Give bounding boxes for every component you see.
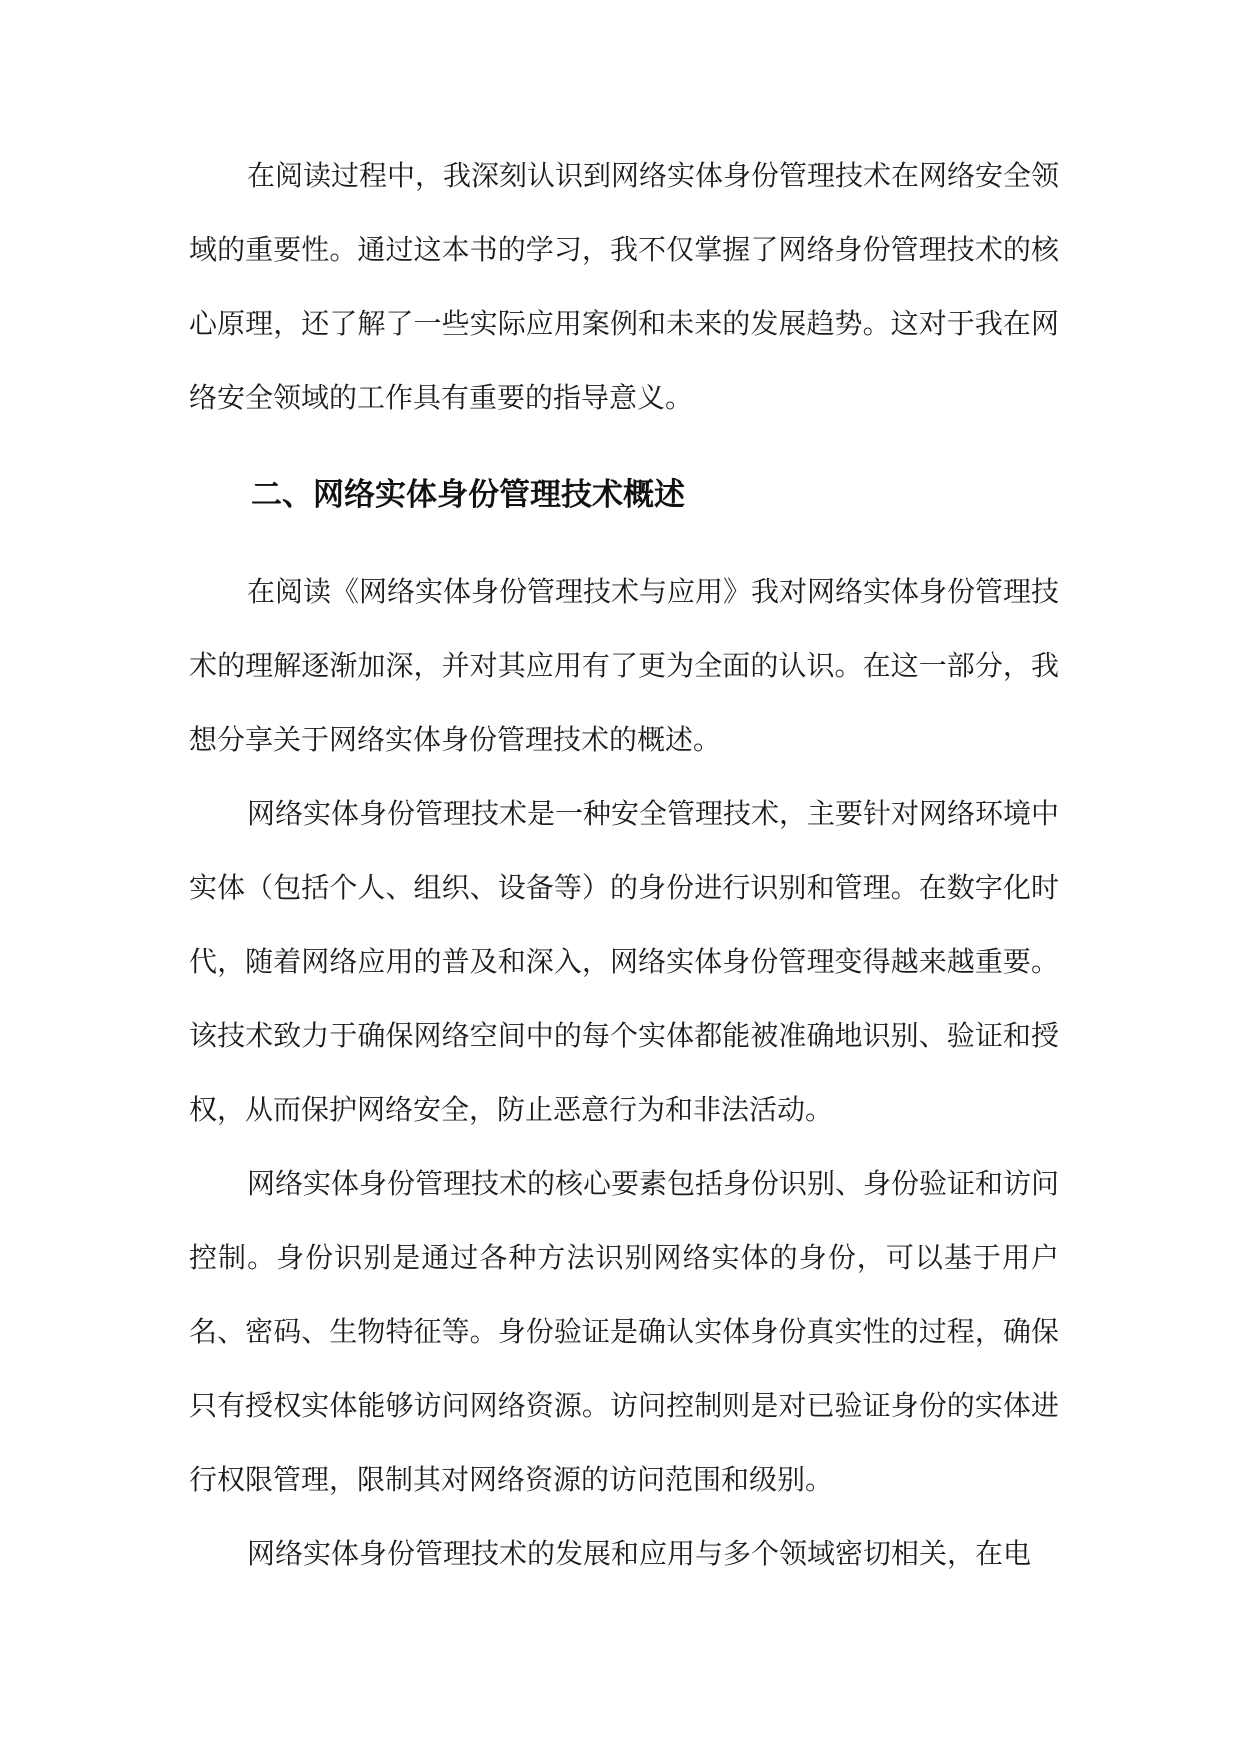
body-paragraph-1: 在阅读《网络实体身份管理技术与应用》我对网络实体身份管理技术的理解逐渐加深，并对其应用有了更为全面的认识。在这一部分，我想分享关于网络实体身份管理技术的概述。 [189,575,1060,756]
intro-paragraph: 在阅读过程中，我深刻认识到网络实体身份管理技术在网络安全领域的重要性。通过这本书的学习，我不仅掌握了网络身份管理技术的核心原理，还了解了一些实际应用案例和未来的发展趋势。这对于我在网络安全领域的工作具有重要的指导意义。 [189,159,1060,414]
body-paragraph-4: 网络实体身份管理技术的发展和应用与多个领域密切相关，在电 [247,1537,1032,1570]
document-body [189,139,1059,1591]
section-heading: 二、网络实体身份管理技术概述 [251,477,685,513]
body-paragraph-2: 网络实体身份管理技术是一种安全管理技术，主要针对网络环境中实体（包括个人、组织、设备等）的身份进行识别和管理。在数字化时代，随着网络应用的普及和深入，网络实体身份管理变得越来越重要。该技术致力于确保网络空间中的每个实体都能被准确地识别、验证和授权，从而保护网络安全，防止恶意行为和非法活动。 [189,797,1060,1126]
body-paragraph-3: 网络实体身份管理技术的核心要素包括身份识别、身份验证和访问控制。身份识别是通过各种方法识别网络实体的身份，可以基于用户名、密码、生物特征等。身份验证是确认实体身份真实性的过程，确保只有授权实体能够访问网络资源。访问控制则是对已验证身份的实体进行权限管理，限制其对网络资源的访问范围和级别。 [189,1167,1060,1496]
